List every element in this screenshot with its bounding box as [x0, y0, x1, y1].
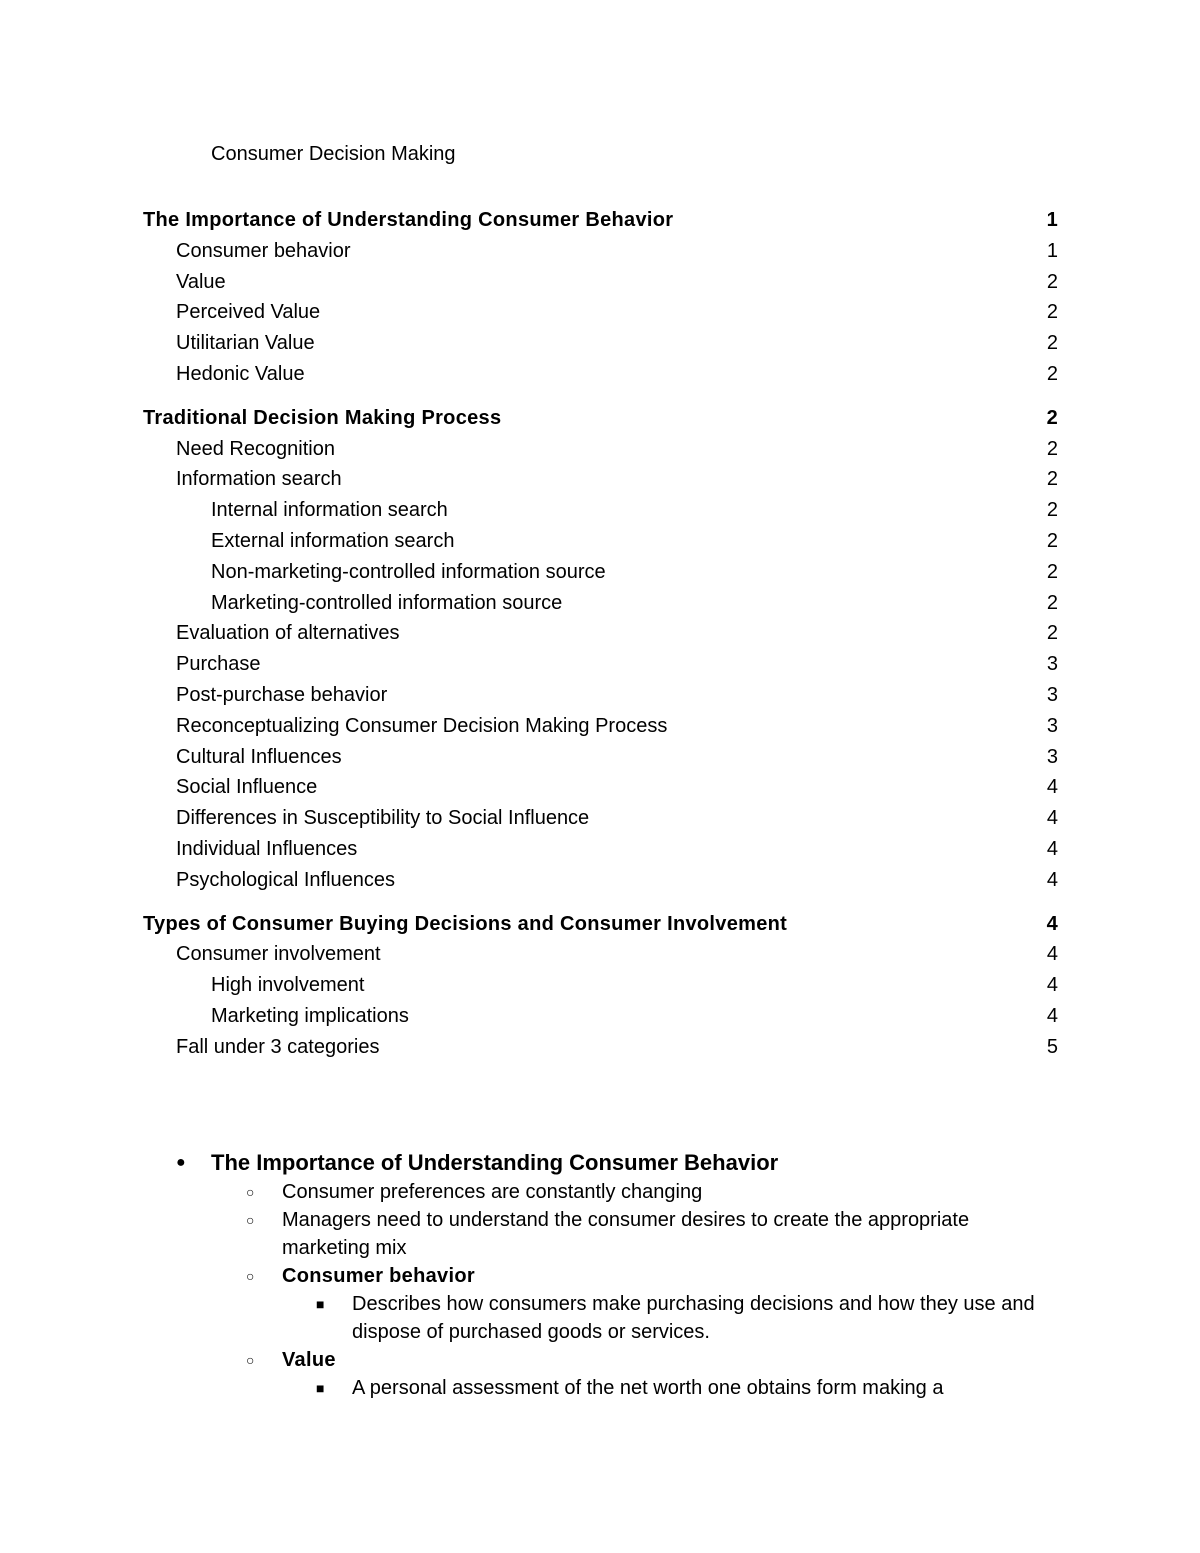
list-item-text: Describes how consumers make purchasing decisions and how they use and dispose of purchased goods or services.: [352, 1293, 1035, 1343]
list-item-text: Consumer preferences are constantly changing: [282, 1181, 703, 1203]
toc-page-number: 2: [1046, 332, 1058, 355]
toc-entry-link[interactable]: [143, 680, 1058, 711]
toc-page-number: 5: [1046, 1035, 1058, 1058]
toc-page-number: 3: [1046, 745, 1058, 768]
toc-page-number: 2: [1046, 437, 1058, 460]
toc-entry-text: Consumer behavior: [176, 239, 351, 262]
toc-entry-text: The Importance of Understanding Consumer Behavior: [143, 209, 674, 231]
toc-entry-text: Social Influence: [176, 776, 318, 799]
toc-entry-text: Purchase: [176, 653, 261, 676]
toc-entry-link[interactable]: [143, 236, 1058, 267]
toc-page-number: 4: [1046, 1004, 1058, 1027]
filled-circle-bullet-icon: ●: [176, 1154, 186, 1171]
toc-entry-text: Perceived Value: [176, 301, 321, 324]
toc-entry-text: High involvement: [211, 974, 365, 997]
toc-entry-link[interactable]: [143, 834, 1058, 865]
toc-entry-text: Value: [176, 270, 226, 293]
list-item-text: Value: [282, 1349, 336, 1371]
toc-entry-text: Fall under 3 categories: [176, 1035, 380, 1058]
toc-entry-link[interactable]: [143, 1032, 1058, 1063]
list-item: [0, 1346, 1042, 1374]
toc-entry-text: Traditional Decision Making Process: [143, 406, 502, 429]
toc-entry-text: Internal information search: [211, 499, 448, 522]
toc-entry-link[interactable]: [143, 970, 1058, 1001]
toc-page-number: 2: [1046, 362, 1058, 385]
toc-page-number: 4: [1046, 776, 1058, 799]
toc-entry-link[interactable]: [143, 359, 1058, 390]
list-item: [0, 1374, 1052, 1402]
toc-page-number: 3: [1046, 653, 1058, 676]
toc-entry-link[interactable]: [143, 434, 1058, 465]
toc-entry-text: Evaluation of alternatives: [176, 622, 400, 645]
toc-page-number: 2: [1046, 499, 1058, 522]
list-item-text: Consumer behavior: [282, 1265, 475, 1287]
toc-heading-link[interactable]: [143, 909, 1058, 940]
list-item: [0, 1178, 1042, 1206]
toc-page-number: 3: [1046, 714, 1058, 737]
toc-page-number: 4: [1046, 912, 1058, 935]
toc-entry-link[interactable]: [143, 865, 1058, 896]
toc-entry-text: Need Recognition: [176, 437, 335, 460]
hollow-circle-bullet-icon: ○: [246, 1352, 255, 1368]
hollow-circle-bullet-icon: ○: [246, 1184, 255, 1200]
toc-page-number: 3: [1046, 683, 1058, 706]
toc-page-number: 4: [1046, 807, 1058, 830]
square-bullet-icon: ■: [316, 1380, 325, 1396]
toc-entry-text: Information search: [176, 468, 342, 491]
list-item-text: The Importance of Understanding Consumer Behavior: [211, 1150, 779, 1175]
toc-entry-text: Post-purchase behavior: [176, 683, 388, 706]
toc-entry-text: External information search: [211, 529, 455, 552]
list-item-text: A personal assessment of the net worth one obtains form making a: [352, 1377, 944, 1399]
list-item: [0, 1262, 1042, 1290]
toc-entry-text: Reconceptualizing Consumer Decision Making Process: [176, 714, 668, 737]
list-item: [0, 1206, 1042, 1262]
toc-entry-text: Psychological Influences: [176, 868, 396, 891]
toc-page-number: 2: [1046, 406, 1058, 429]
toc-entry-link[interactable]: [143, 939, 1058, 970]
toc-entry-link[interactable]: [143, 328, 1058, 359]
toc-entry-text: Types of Consumer Buying Decisions and Consumer Involvement: [143, 912, 788, 935]
toc-entry-text: Marketing-controlled information source: [211, 591, 563, 614]
toc-page-number: 2: [1046, 301, 1058, 324]
toc-page-number: 2: [1046, 622, 1058, 645]
toc-entry-link[interactable]: [143, 526, 1058, 557]
outline-heading: [0, 1148, 1200, 1178]
toc-heading-link[interactable]: [143, 205, 1058, 236]
toc-entry-text: Hedonic Value: [176, 362, 305, 385]
toc-entry-link[interactable]: [143, 495, 1058, 526]
table-of-contents: [143, 205, 1058, 1063]
toc-page-number: 1: [1046, 239, 1058, 262]
document-outline: [0, 1148, 1200, 1402]
toc-entry-text: Marketing implications: [211, 1004, 409, 1027]
toc-page-number: 2: [1046, 591, 1058, 614]
toc-page-number: 2: [1046, 468, 1058, 491]
square-bullet-icon: ■: [316, 1296, 325, 1312]
toc-entry-link[interactable]: [143, 297, 1058, 328]
toc-entry-link[interactable]: [143, 267, 1058, 298]
toc-entry-link[interactable]: [143, 772, 1058, 803]
toc-entry-text: Individual Influences: [176, 837, 358, 860]
toc-page-number: 4: [1046, 943, 1058, 966]
hollow-circle-bullet-icon: ○: [246, 1212, 255, 1228]
toc-entry-text: Non-marketing-controlled information source: [211, 560, 606, 583]
toc-entry-link[interactable]: [143, 1001, 1058, 1032]
toc-entry-link[interactable]: [143, 557, 1058, 588]
toc-entry-link[interactable]: [143, 711, 1058, 742]
toc-entry-link[interactable]: [143, 618, 1058, 649]
toc-heading-link[interactable]: [143, 403, 1058, 434]
toc-entry-link[interactable]: [143, 464, 1058, 495]
toc-entry-link[interactable]: [143, 742, 1058, 773]
toc-entry-text: Differences in Susceptibility to Social Influence: [176, 807, 590, 830]
toc-page-number: 4: [1046, 974, 1058, 997]
toc-entry-text: Utilitarian Value: [176, 332, 315, 355]
list-item: [0, 1290, 1052, 1346]
toc-page-number: 2: [1046, 560, 1058, 583]
toc-page-number: 2: [1046, 529, 1058, 552]
toc-page-number: 1: [1046, 209, 1058, 231]
toc-entry-text: Cultural Influences: [176, 745, 342, 768]
toc-page-number: 4: [1046, 868, 1058, 891]
toc-page-number: 4: [1046, 837, 1058, 860]
document-title: Consumer Decision Making: [211, 143, 456, 165]
toc-entry-text: Consumer involvement: [176, 943, 381, 966]
list-item-text: Managers need to understand the consumer desires to create the appropriate marketing mix: [282, 1209, 970, 1259]
toc-entry-link[interactable]: [143, 649, 1058, 680]
toc-entry-link[interactable]: [143, 803, 1058, 834]
toc-entry-link[interactable]: [143, 588, 1058, 619]
hollow-circle-bullet-icon: ○: [246, 1268, 255, 1284]
toc-page-number: 2: [1046, 270, 1058, 293]
